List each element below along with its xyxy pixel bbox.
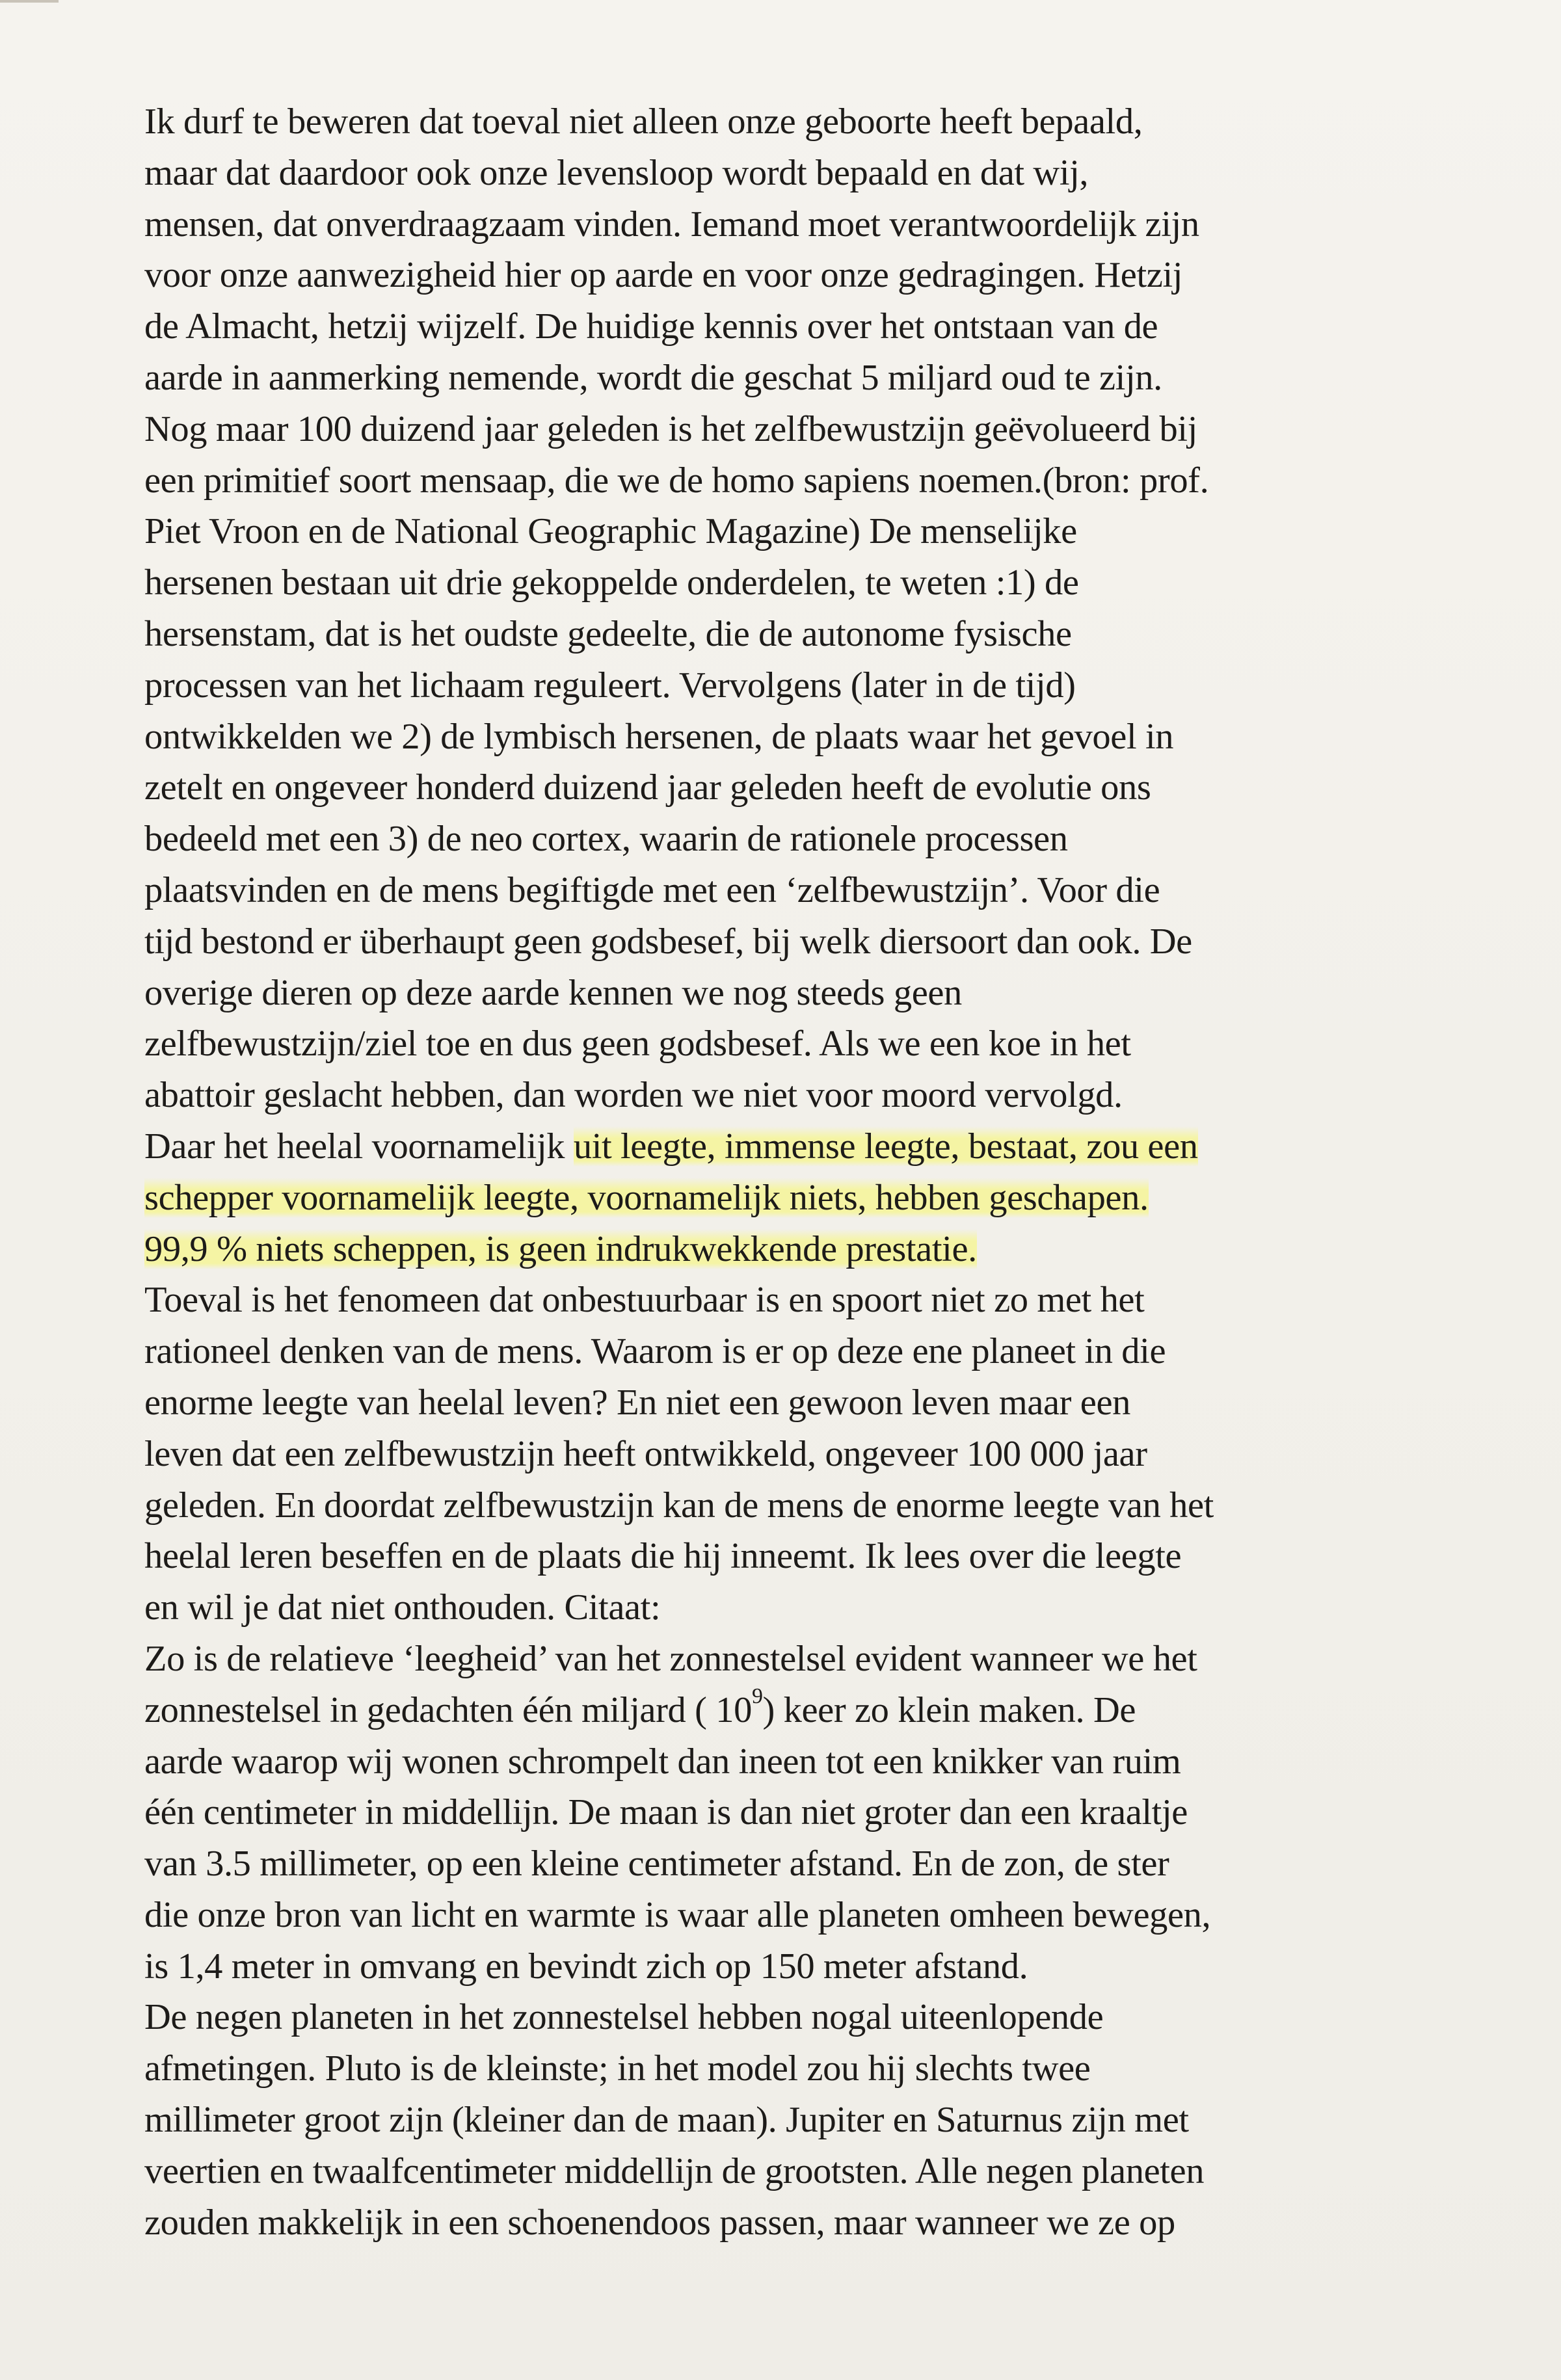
text-line: veertien en twaalfcentimeter middellijn de grootsten. Alle negen planeten (144, 2150, 1205, 2191)
text-line: millimeter groot zijn (kleiner dan de maan). Jupiter en Saturnus zijn met (144, 2100, 1189, 2141)
exponent-line-before: zonnestelsel in gedachten één miljard ( 10 (144, 1689, 752, 1730)
text-line: en wil je dat niet onthouden. Citaat: (144, 1587, 661, 1628)
exponent-line-after: ) keer zo klein maken. De (762, 1689, 1136, 1730)
text-line: ontwikkelden we 2) de lymbisch hersenen, de plaats waar het gevoel in (144, 716, 1174, 757)
text-line: aarde waarop wij wonen schrompelt dan ineen tot een knikker van ruim (144, 1741, 1181, 1782)
text-line: maar dat daardoor ook onze levensloop wordt bepaald en dat wij, (144, 152, 1089, 193)
text-line: de Almacht, hetzij wijzelf. De huidige kennis over het ontstaan van de (144, 306, 1158, 347)
text-line: Toeval is het fenomeen dat onbestuurbaar is en spoort niet zo met het (144, 1280, 1145, 1321)
text-line: processen van het lichaam reguleert. Vervolgens (later in de tijd) (144, 665, 1076, 706)
text-line-with-exponent (144, 1685, 1452, 1736)
text-line: die onze bron van licht en warmte is waar alle planeten omheen bewegen, (144, 1894, 1211, 1935)
text-line: bedeeld met een 3) de neo cortex, waarin de rationele processen (144, 819, 1068, 860)
text-line: Piet Vroon en de National Geographic Magazine) De menselijke (144, 511, 1077, 552)
text-line: rationeel denken van de mens. Waarom is er op deze ene planeet in die (144, 1331, 1166, 1372)
text-line: abattoir geslacht hebben, dan worden we niet voor moord vervolgd. (144, 1075, 1123, 1116)
text-line: zouden makkelijk in een schoenendoos passen, maar wanneer we ze op (144, 2202, 1175, 2243)
text-line: Zo is de relatieve ‘leegheid’ van het zonnestelsel evident wanneer we het (144, 1638, 1197, 1679)
text-line: afmetingen. Pluto is de kleinste; in het model zou hij slechts twee (144, 2048, 1091, 2089)
text-line: overige dieren op deze aarde kennen we nog steeds geen (144, 972, 962, 1013)
text-line-highlighted (144, 1172, 1452, 1224)
text-line: mensen, dat onverdraagzaam vinden. Iemand moet verantwoordelijk zijn (144, 204, 1199, 245)
text-line: voor onze aanwezigheid hier op aarde en voor onze gedragingen. Hetzij (144, 255, 1183, 296)
text-line: van 3.5 millimeter, op een kleine centimeter afstand. En de zon, de ster (144, 1844, 1169, 1884)
page-corner-mark (0, 0, 59, 3)
exponent-superscript: 9 (751, 1684, 763, 1708)
text-line: tijd bestond er überhaupt geen godsbesef, bij welk diersoort dan ook. De (144, 921, 1192, 962)
text-line: plaatsvinden en de mens begiftigde met een ‘zelfbewustzijn’. Voor die (144, 869, 1160, 910)
highlight-plain-text: Daar het heelal voornamelijk (144, 1126, 574, 1167)
text-line: aarde in aanmerking nemende, wordt die geschat 5 miljard oud te zijn. (144, 357, 1162, 398)
text-line: zelfbewustzijn/ziel toe en dus geen godsbesef. Als we een koe in het (144, 1024, 1131, 1064)
text-line: zetelt en ongeveer honderd duizend jaar geleden heeft de evolutie ons (144, 767, 1151, 808)
text-line: heelal leren beseffen en de plaats die hij inneemt. Ik lees over die leegte (144, 1536, 1182, 1577)
body-text (144, 96, 1452, 2248)
text-line: één centimeter in middellijn. De maan is dan niet groter dan een kraaltje (144, 1792, 1188, 1833)
text-line: leven dat een zelfbewustzijn heeft ontwikkeld, ongeveer 100 000 jaar (144, 1433, 1147, 1474)
highlighted-text: 99,9 % niets scheppen, is geen indrukwekkende prestatie. (144, 1228, 977, 1269)
text-line-highlighted (144, 1121, 1452, 1172)
text-line: een primitief soort mensaap, die we de homo sapiens noemen.(bron: prof. (144, 460, 1209, 501)
text-line: geleden. En doordat zelfbewustzijn kan de mens de enorme leegte van het (144, 1485, 1214, 1526)
text-line: hersenstam, dat is het oudste gedeelte, die de autonome fysische (144, 613, 1072, 654)
highlighted-text: schepper voornamelijk leegte, voornamelijk niets, hebben geschapen. (144, 1177, 1149, 1218)
text-line: Nog maar 100 duizend jaar geleden is het zelfbewustzijn geëvolueerd bij (144, 408, 1197, 449)
text-line: De negen planeten in het zonnestelsel hebben nogal uiteenlopende (144, 1997, 1104, 2038)
text-line: is 1,4 meter in omvang en bevindt zich op 150 meter afstand. (144, 1946, 1028, 1987)
text-line: hersenen bestaan uit drie gekoppelde onderdelen, te weten :1) de (144, 562, 1079, 603)
text-line: Ik durf te beweren dat toeval niet alleen onze geboorte heeft bepaald, (144, 101, 1143, 142)
text-line-highlighted (144, 1224, 1452, 1275)
text-line: enorme leegte van heelal leven? En niet een gewoon leven maar een (144, 1382, 1130, 1423)
highlighted-text: uit leegte, immense leegte, bestaat, zou een (573, 1126, 1198, 1167)
